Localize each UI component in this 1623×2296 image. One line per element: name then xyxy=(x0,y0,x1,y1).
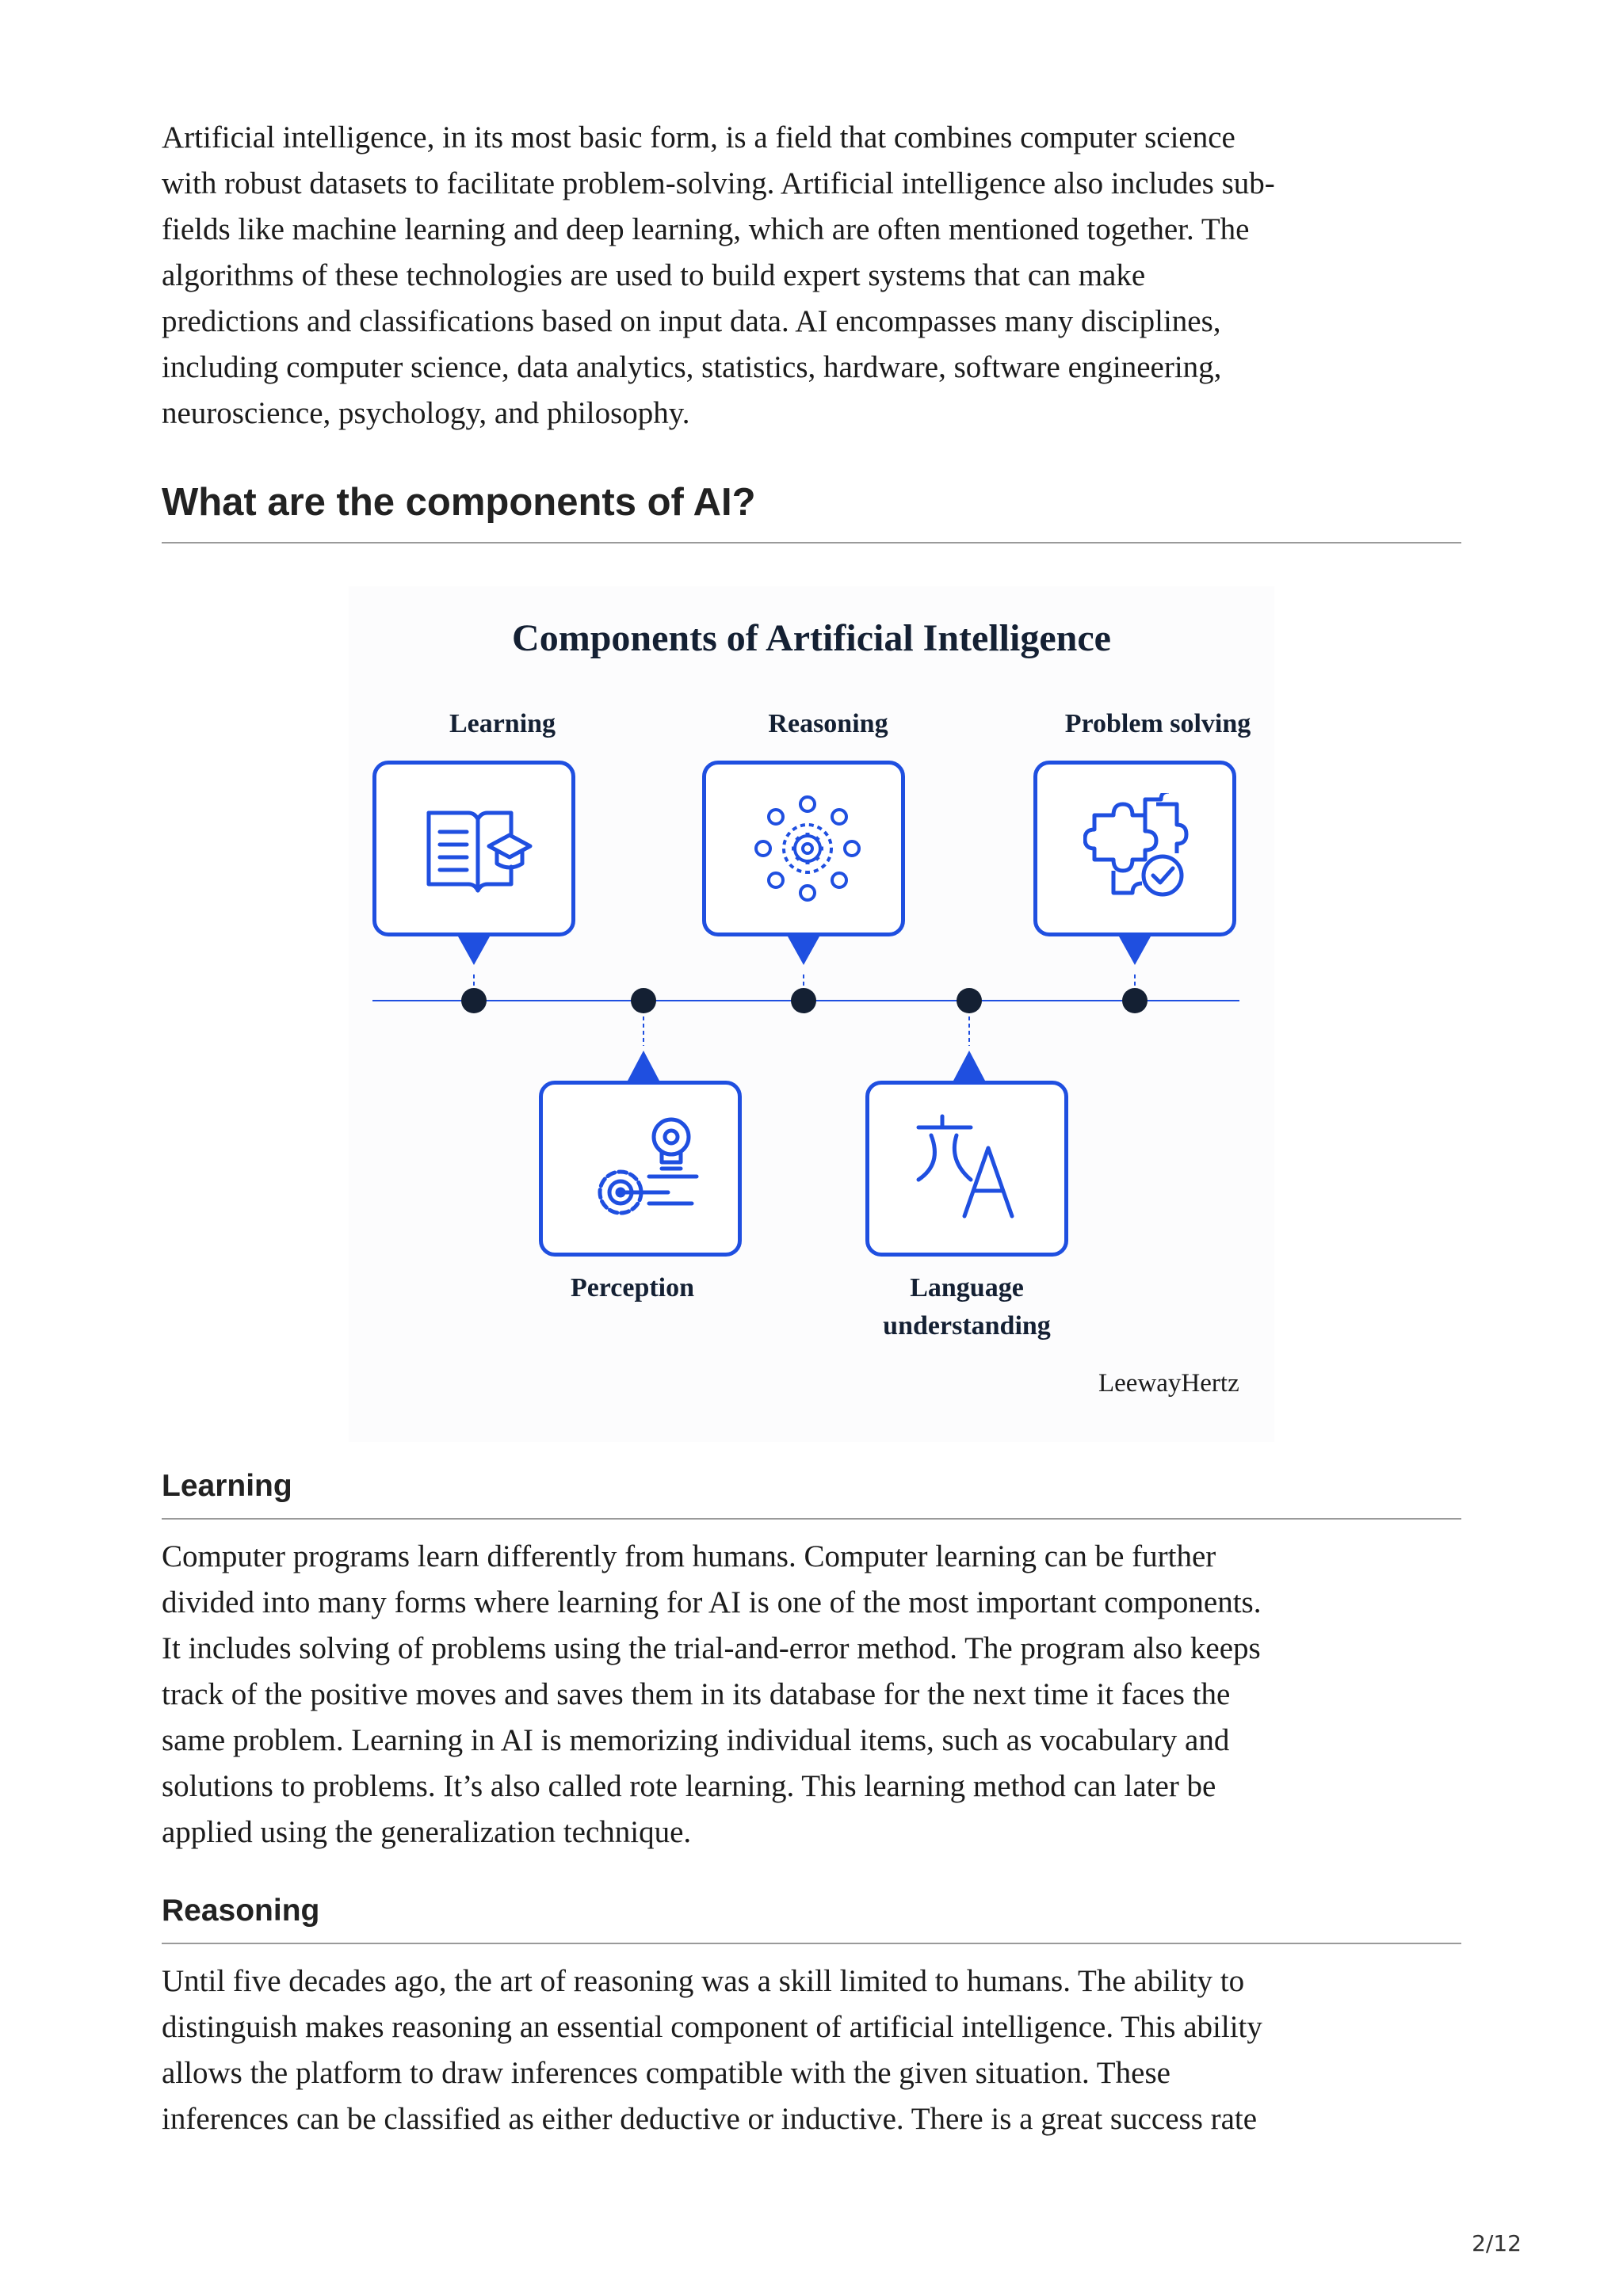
text-line: track of the positive moves and saves them in its database for the next time it faces the xyxy=(162,1677,1231,1711)
text-line: Until five decades ago, the art of reasoning was a skill limited to humans. The ability to xyxy=(162,1964,1245,1998)
gear-network-icon xyxy=(752,793,863,904)
pointer-learning xyxy=(458,936,490,965)
pointer-language xyxy=(953,1051,985,1081)
page-number: 2/12 xyxy=(1472,2230,1522,2256)
timeline-node xyxy=(461,988,487,1013)
text-line: It includes solving of problems using the trial-and-error method. The program also keeps xyxy=(162,1631,1261,1665)
learning-heading: Learning xyxy=(162,1469,292,1503)
component-label-perception: Perception xyxy=(570,1273,695,1302)
timeline-node xyxy=(791,988,816,1013)
text-line: inferences can be classified as either deductive or inductive. There is a great success rate xyxy=(162,2102,1258,2136)
figure-title: Components of Artificial Intelligence xyxy=(512,617,1111,659)
component-label-reasoning: Reasoning xyxy=(768,709,888,738)
text-line: distinguish makes reasoning an essential component of artificial intelligence. This ability xyxy=(162,2010,1262,2044)
section-heading: What are the components of AI? xyxy=(162,481,756,524)
pointer-problem-solving xyxy=(1119,936,1151,965)
puzzle-check-icon xyxy=(1083,793,1194,904)
card-problem-solving xyxy=(1033,761,1236,936)
card-language-understanding xyxy=(865,1081,1068,1257)
label-line: understanding xyxy=(883,1311,1051,1341)
component-label-problem-solving: Problem solving xyxy=(1064,709,1251,738)
learning-paragraph xyxy=(162,1534,1461,1855)
card-reasoning xyxy=(702,761,905,936)
heading-divider xyxy=(162,542,1461,543)
learning-divider xyxy=(162,1518,1461,1520)
book-graduation-cap-icon xyxy=(422,797,533,900)
text-line: fields like machine learning and deep learning, which are often mentioned together. The xyxy=(162,212,1250,246)
translate-icon xyxy=(915,1113,1026,1224)
text-line: allows the platform to draw inferences compatible with the given situation. These xyxy=(162,2056,1170,2090)
pointer-perception xyxy=(628,1051,659,1081)
text-line: Artificial intelligence, in its most basic form, is a field that combines computer science xyxy=(162,120,1235,154)
text-line: divided into many forms where learning for AI is one of the most important components. xyxy=(162,1585,1262,1619)
components-figure xyxy=(349,586,1274,1442)
brand-credit: LeewayHertz xyxy=(1098,1369,1239,1398)
target-lightbulb-icon xyxy=(589,1113,700,1224)
card-learning xyxy=(372,761,575,936)
timeline-node xyxy=(1122,988,1148,1013)
pointer-reasoning xyxy=(788,936,819,965)
label-line: Language xyxy=(910,1273,1024,1302)
timeline-node xyxy=(957,988,982,1013)
text-line: neuroscience, psychology, and philosophy. xyxy=(162,396,690,430)
card-perception xyxy=(539,1081,742,1257)
text-line: Computer programs learn differently from humans. Computer learning can be further xyxy=(162,1539,1216,1573)
text-line: applied using the generalization technique. xyxy=(162,1815,692,1849)
component-label-learning: Learning xyxy=(449,709,556,738)
text-line: predictions and classifications based on input data. AI encompasses many disciplines, xyxy=(162,304,1221,338)
text-line: solutions to problems. It’s also called rote learning. This learning method can later be xyxy=(162,1769,1216,1803)
reasoning-divider xyxy=(162,1943,1461,1944)
text-line: same problem. Learning in AI is memorizing individual items, such as vocabulary and xyxy=(162,1723,1230,1757)
intro-paragraph xyxy=(162,115,1461,437)
text-line: including computer science, data analytics, statistics, hardware, software engineering, xyxy=(162,350,1222,384)
component-label-language-understanding xyxy=(848,1269,1086,1345)
reasoning-heading: Reasoning xyxy=(162,1894,320,1928)
text-line: algorithms of these technologies are used to build expert systems that can make xyxy=(162,258,1146,292)
timeline-node xyxy=(631,988,656,1013)
text-line: with robust datasets to facilitate problem-solving. Artificial intelligence also includes sub- xyxy=(162,166,1275,200)
reasoning-paragraph xyxy=(162,1958,1461,2142)
